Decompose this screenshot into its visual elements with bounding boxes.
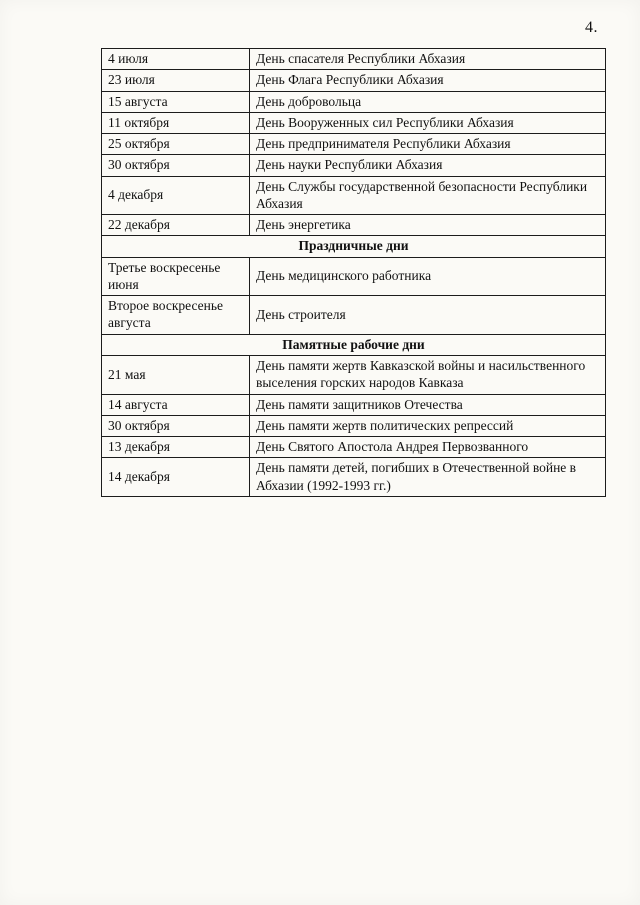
holiday-cell: День добровольца xyxy=(250,91,606,112)
date-cell: 25 октября xyxy=(102,134,250,155)
table-row xyxy=(102,176,606,215)
date-cell: 4 июля xyxy=(102,49,250,70)
holiday-cell: День спасателя Республики Абхазия xyxy=(250,49,606,70)
table-row xyxy=(102,355,606,394)
holiday-cell: День медицинского работника xyxy=(250,257,606,296)
date-cell: 14 августа xyxy=(102,394,250,415)
holiday-cell: День памяти детей, погибших в Отечественной войне в Абхазии (1992-1993 гг.) xyxy=(250,458,606,497)
date-cell: 30 октября xyxy=(102,415,250,436)
section-header-cell: Праздничные дни xyxy=(102,236,606,257)
table-row xyxy=(102,70,606,91)
holiday-cell: День памяти жертв Кавказской войны и насильственного выселения горских народов Кавказа xyxy=(250,355,606,394)
date-cell: 15 августа xyxy=(102,91,250,112)
holiday-cell: День памяти защитников Отечества xyxy=(250,394,606,415)
section-header-cell: Памятные рабочие дни xyxy=(102,334,606,355)
holiday-cell: День Святого Апостола Андрея Первозванного xyxy=(250,437,606,458)
table-row xyxy=(102,257,606,296)
holiday-cell: День памяти жертв политических репрессий xyxy=(250,415,606,436)
table-row xyxy=(102,91,606,112)
page-number: 4. xyxy=(585,19,598,36)
table-row xyxy=(102,394,606,415)
holiday-cell: День Службы государственной безопасности Республики Абхазия xyxy=(250,176,606,215)
table-row xyxy=(102,112,606,133)
table-row xyxy=(102,215,606,236)
date-cell: 4 декабря xyxy=(102,176,250,215)
table-row xyxy=(102,155,606,176)
table-row xyxy=(102,49,606,70)
date-cell: 22 декабря xyxy=(102,215,250,236)
holiday-cell: День Флага Республики Абхазия xyxy=(250,70,606,91)
date-cell: 13 декабря xyxy=(102,437,250,458)
holidays-table xyxy=(101,48,606,497)
date-cell: 30 октября xyxy=(102,155,250,176)
holiday-cell: День предпринимателя Республики Абхазия xyxy=(250,134,606,155)
table-row xyxy=(102,415,606,436)
holiday-cell: День строителя xyxy=(250,296,606,335)
holiday-cell: День Вооруженных сил Республики Абхазия xyxy=(250,112,606,133)
section-row xyxy=(102,236,606,257)
table-row xyxy=(102,134,606,155)
table-row xyxy=(102,437,606,458)
table-row xyxy=(102,458,606,497)
holiday-cell: День энергетика xyxy=(250,215,606,236)
date-cell: Второе воскресенье августа xyxy=(102,296,250,335)
table-row xyxy=(102,296,606,335)
date-cell: 23 июля xyxy=(102,70,250,91)
section-row xyxy=(102,334,606,355)
date-cell: 11 октября xyxy=(102,112,250,133)
date-cell: 21 мая xyxy=(102,355,250,394)
holiday-cell: День науки Республики Абхазия xyxy=(250,155,606,176)
date-cell: 14 декабря xyxy=(102,458,250,497)
date-cell: Третье воскресенье июня xyxy=(102,257,250,296)
